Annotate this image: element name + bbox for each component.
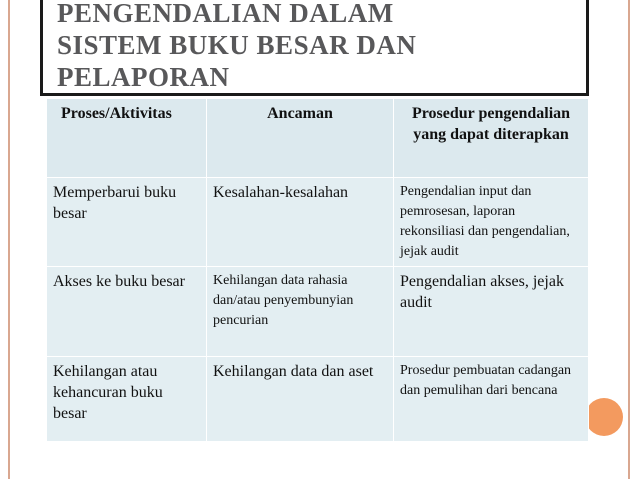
title-box <box>40 0 589 96</box>
cell-threat: Kehilangan data dan aset <box>207 357 394 442</box>
cell-threat: Kehilangan data rahasia dan/atau penyembunyian pencurian <box>207 267 394 357</box>
header-procedure: Prosedur pengendalian yang dapat diterapkan <box>394 99 589 178</box>
cell-process: Akses ke buku besar <box>47 267 207 357</box>
header-threat: Ancaman <box>207 99 394 178</box>
table-row <box>47 357 589 442</box>
table-row <box>47 178 589 267</box>
slide-title: PENGENDALIAN DALAM SISTEM BUKU BESAR DAN PELAPORAN <box>57 0 417 92</box>
right-decor-rule <box>628 0 630 479</box>
cell-process: Memperbarui buku besar <box>47 178 207 267</box>
cell-procedure: Pengendalian akses, jejak audit <box>394 267 589 357</box>
left-decor-rule <box>8 0 10 479</box>
orange-circle-decor <box>585 398 623 436</box>
cell-procedure: Pengendalian input dan pemrosesan, laporan rekonsiliasi dan pengendalian, jejak audit <box>394 178 589 267</box>
cell-process: Kehilangan atau kehancuran buku besar <box>47 357 207 442</box>
control-procedures-table <box>46 98 589 442</box>
cell-procedure: Prosedur pembuatan cadangan dan pemulihan dari bencana <box>394 357 589 442</box>
header-process: Proses/Aktivitas <box>47 99 207 178</box>
table-header-row <box>47 99 589 178</box>
table-row <box>47 267 589 357</box>
cell-threat: Kesalahan-kesalahan <box>207 178 394 267</box>
